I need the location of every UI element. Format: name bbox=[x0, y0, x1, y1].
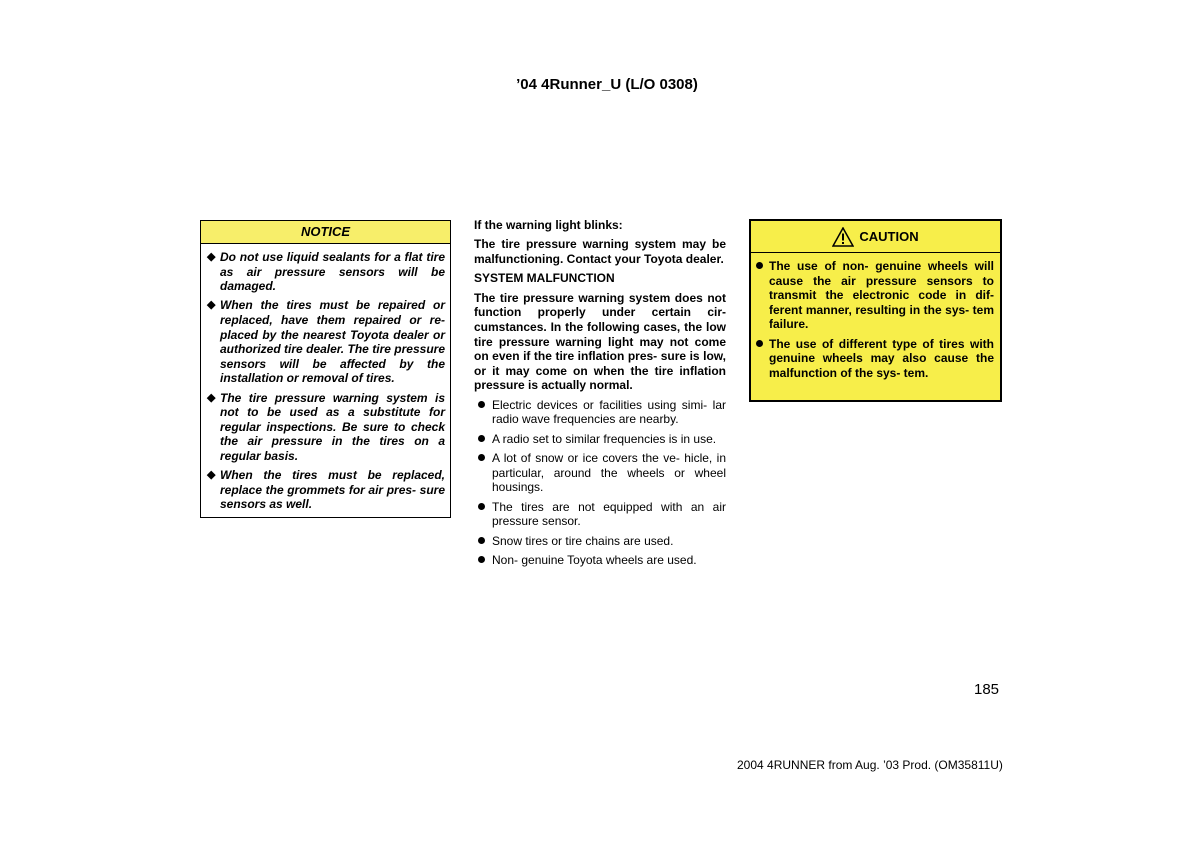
diamond-bullet-icon: ◆ bbox=[207, 469, 216, 482]
list-item-text: Electric devices or facilities using simi- lar radio wave frequencies are nearby. bbox=[492, 397, 726, 427]
list-item-text: Non- genuine Toyota wheels are used. bbox=[492, 553, 697, 568]
round-bullet-icon bbox=[478, 537, 485, 544]
malfunction-heading: SYSTEM MALFUNCTION bbox=[474, 271, 615, 286]
list-item bbox=[474, 398, 726, 427]
caution-list bbox=[751, 253, 1000, 380]
caution-heading: CAUTION bbox=[859, 229, 919, 244]
list-item-text: Snow tires or tire chains are used. bbox=[492, 533, 674, 548]
notice-box bbox=[200, 220, 451, 518]
page-header-title: ’04 4Runner_U (L/O 0308) bbox=[516, 76, 698, 93]
diamond-bullet-icon: ◆ bbox=[207, 251, 216, 263]
round-bullet-icon bbox=[756, 340, 763, 347]
list-item bbox=[474, 500, 726, 529]
round-bullet-icon bbox=[478, 435, 485, 442]
notice-item-text: The tire pressure warning system is not to be used as a substitute for regular inspections. Be sure to check the air pressure in the tires on a regular basis. bbox=[220, 390, 445, 463]
notice-item bbox=[207, 391, 445, 464]
list-item bbox=[474, 553, 726, 568]
round-bullet-icon bbox=[478, 454, 485, 461]
blink-text: The tire pressure warning system may be malfunctioning. Contact your Toyota dealer. bbox=[474, 237, 726, 266]
caution-box bbox=[749, 219, 1002, 402]
page-number: 185 bbox=[974, 681, 1000, 698]
round-bullet-icon bbox=[478, 503, 485, 510]
diamond-bullet-icon: ◆ bbox=[207, 391, 216, 404]
caution-item bbox=[756, 259, 994, 332]
caution-item-text: The use of different type of tires with genuine wheels may also cause the malfunction of the sys- tem. bbox=[769, 336, 994, 380]
caution-item-text: The use of non- genuine wheels will cause the air pressure sensors to transmit the electronic code in dif- ferent manner, resulting in the sys- tem failure. bbox=[769, 259, 994, 332]
list-item bbox=[474, 534, 726, 549]
footer-text: 2004 4RUNNER from Aug. ’03 Prod. (OM35811U) bbox=[737, 758, 1003, 772]
malfunction-text: The tire pressure warning system does not function properly under certain cir- cumstances. In the following cases, the low tire pressure warning light may not come on even if the tire inflation pres- sure is low, or it may come on when the tire inflation pressure is actually normal. bbox=[474, 290, 726, 393]
list-item bbox=[474, 432, 726, 447]
notice-item-text: When the tires must be repaired or replaced, have them repaired or re- placed by the nearest Toyota dealer or authorized tire dealer. The tire pressure sensors will be affected by the installation or removal of tires. bbox=[220, 298, 445, 386]
notice-item bbox=[207, 298, 445, 386]
list-item bbox=[474, 451, 726, 495]
middle-column bbox=[474, 218, 726, 572]
round-bullet-icon bbox=[478, 556, 485, 563]
list-item-text: A radio set to similar frequencies is in use. bbox=[492, 431, 717, 446]
round-bullet-icon bbox=[756, 262, 763, 269]
notice-heading: NOTICE bbox=[201, 221, 450, 244]
notice-item bbox=[207, 250, 445, 294]
caution-item bbox=[756, 337, 994, 381]
notice-item bbox=[207, 468, 445, 512]
notice-item-text: When the tires must be replaced, replace the grommets for air pres- sure sensors as well. bbox=[220, 468, 445, 512]
list-item-text: A lot of snow or ice covers the ve- hicle, in particular, around the wheels or wheel housings. bbox=[492, 451, 726, 495]
malfunction-conditions-list bbox=[474, 398, 726, 568]
list-item-text: The tires are not equipped with an air pressure sensor. bbox=[492, 499, 726, 529]
warning-triangle-icon bbox=[832, 227, 854, 247]
round-bullet-icon bbox=[478, 401, 485, 408]
diamond-bullet-icon: ◆ bbox=[207, 299, 216, 312]
notice-list bbox=[201, 244, 450, 512]
caution-header bbox=[751, 221, 1000, 253]
notice-item-text: Do not use liquid sealants for a flat tire as air pressure sensors will be damaged. bbox=[220, 250, 445, 294]
blink-heading: If the warning light blinks: bbox=[474, 218, 623, 232]
